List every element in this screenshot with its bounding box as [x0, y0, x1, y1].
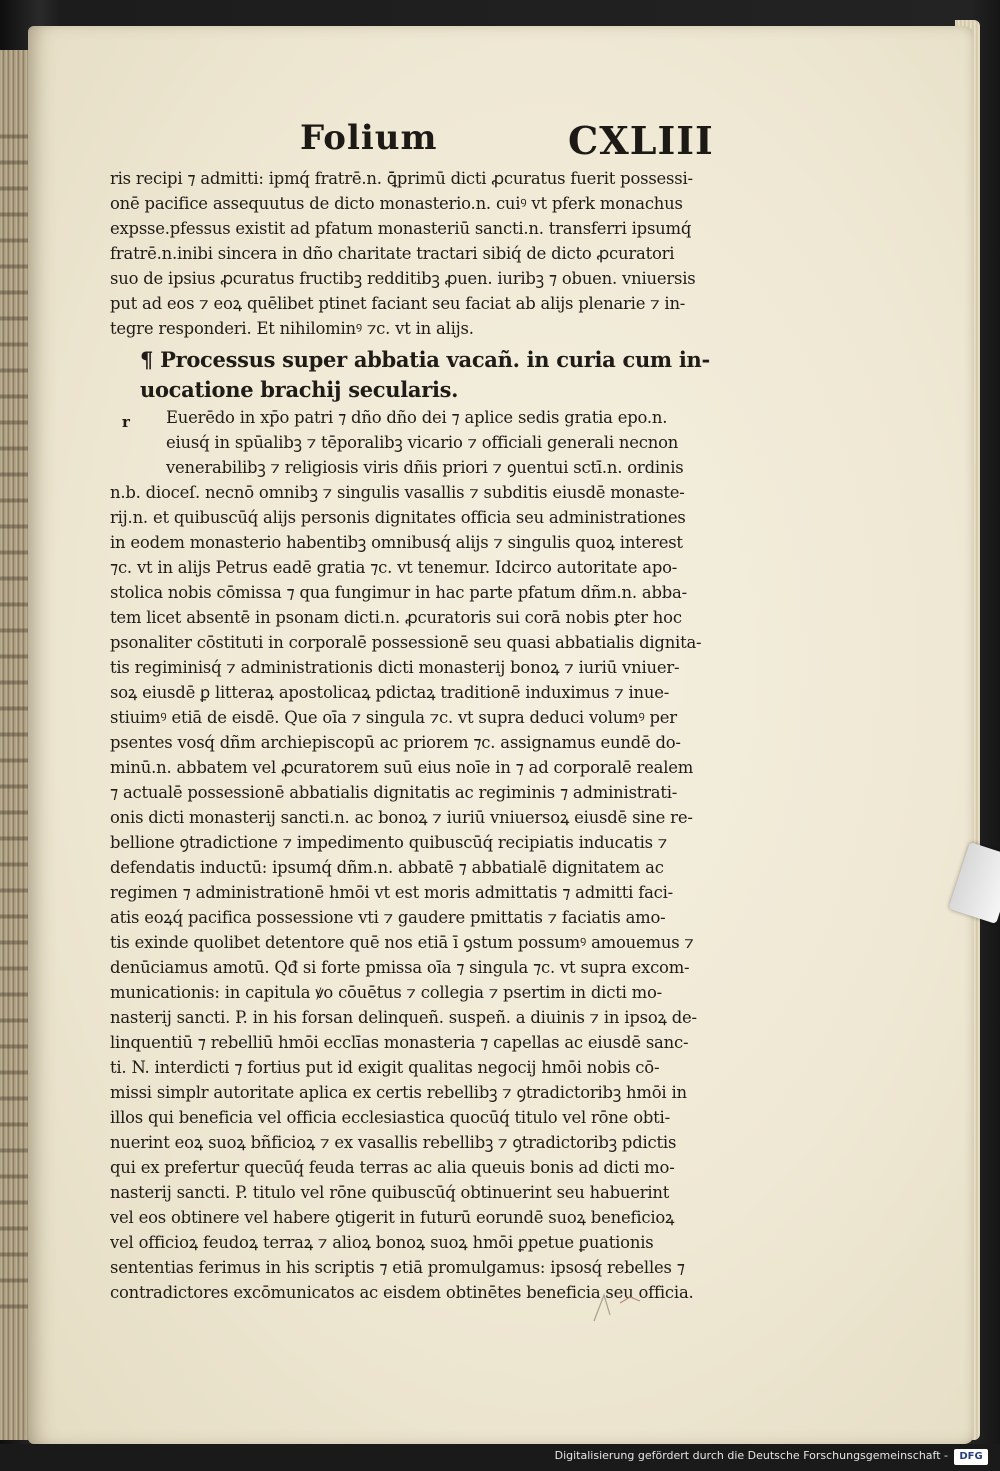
text-line: nasterij sancti. P. titulo vel rōne quibuscūq́ obtinuerint seu habuerint — [110, 1183, 670, 1202]
text-line: stiuimꝰ etiā de eisdē. Que oīa ⁊ singula ⁊c. vt supra deduci volumꝰ per — [110, 708, 677, 727]
text-line: rij.n. et quibuscūq́ alijs personis dignitates officia seu administrationes — [110, 508, 686, 527]
text-line: suo de ipsius ꝓcuratus fructibꝫ redditibꝫ ꝓuen. iuribꝫ ⁊ obuen. vniuersis — [110, 269, 696, 288]
footer-credit-text: Digitalisierung gefördert durch die Deutsche Forschungsgemeinschaft - — [554, 1449, 948, 1462]
text-line: regimen ⁊ administrationē hmōi vt est moris admittatis ⁊ admitti faci- — [110, 883, 674, 902]
text-line: bellione ꝯtradictione ⁊ impedimento quibuscūq́ recipiatis inducatis ⁊ — [110, 833, 668, 852]
text-line: onē pacifice assequutus de dicto monasterio.n. cuiꝰ vt pferk monachus — [110, 194, 683, 213]
paragraph-1 — [110, 166, 765, 341]
pencil-mark — [590, 1285, 650, 1325]
text-line: psentes vosq́ dñm archiepiscopū ac priorem ⁊c. assignamus eundē do- — [110, 733, 681, 752]
folio-header — [300, 118, 720, 168]
text-line: missi simplr autoritate aplica ex certis rebellibꝫ ⁊ ꝯtradictoribꝫ hmōi in — [110, 1083, 687, 1102]
text-line: ris recipi ⁊ admitti: ipmq́ fratrē.n. ꝗ̄primū dicti ꝓcuratus fuerit possessi- — [110, 169, 693, 188]
text-line: illos qui beneficia vel officia ecclesiastica quocūq́ titulo vel rōne obti- — [110, 1108, 670, 1127]
text-line: denūciamus amotū. Qđ si forte pmissa oīa ⁊ singula ⁊c. vt supra excom- — [110, 958, 690, 977]
text-line: tis exinde quolibet detentore quē nos etiā ī ꝯstum possumꝰ amouemus ⁊ — [110, 933, 694, 952]
dfg-logo: DFG — [954, 1449, 988, 1465]
text-line: nuerint eoꝝ suoꝝ bñficioꝝ ⁊ ex vasallis rebellibꝫ ⁊ ꝯtradictoribꝫ pdictis — [110, 1133, 677, 1152]
text-line: tegre responderi. Et nihilominꝰ ⁊c. vt in alijs. — [110, 319, 474, 338]
text-line: tis regiminisq́ ⁊ administrationis dicti monasterij bonoꝝ ⁊ iuriū vniuer- — [110, 658, 680, 677]
text-line: linquentiū ⁊ rebelliū hmōi ecclīas monasteria ⁊ capellas ac eiusdē sanc- — [110, 1033, 689, 1052]
text-line: minū.n. abbatem vel ꝓcuratorem suū eius noīe in ⁊ ad corporalē realem — [110, 758, 694, 777]
text-line: sententias ferimus in his scriptis ⁊ etiā promulgamus: ipsosq́ rebelles ⁊ — [110, 1258, 685, 1277]
initial-guide-letter: r — [122, 413, 130, 431]
text-line: eiusq́ in spūalibꝫ ⁊ tēporalibꝫ vicario ⁊ officiali generali necnon — [166, 433, 679, 452]
text-line: venerabilibꝫ ⁊ religiosis viris dñis priori ⁊ ꝯuentui sctī.n. ordinis — [166, 458, 684, 477]
text-line: municationis: in capitula ꝟo cōuētus ⁊ collegia ⁊ psertim in dicti mo- — [110, 983, 662, 1002]
text-line: vel officioꝝ feudoꝝ terraꝝ ⁊ alioꝝ bonoꝝ suoꝝ hmōi ꝑpetue ꝑuationis — [110, 1233, 654, 1252]
text-line: atis eoꝝq́ pacifica possessione vti ⁊ gaudere pmittatis ⁊ faciatis amo- — [110, 908, 666, 927]
text-line: stolica nobis cōmissa ⁊ qua fungimur in hac parte pfatum dñm.n. abba- — [110, 583, 687, 602]
folio-number: CXLIII — [568, 118, 714, 163]
text-line: ⁊ actualē possessionē abbatialis dignitatis ac regiminis ⁊ administrati- — [110, 783, 678, 802]
text-line: psonaliter cōstituti in corporalē possessionē seu quasi abbatialis dignita- — [110, 633, 702, 652]
text-line: tem licet absentē in psonam dicti.n. ꝓcuratoris sui corā nobis ꝑter hoc — [110, 608, 682, 627]
text-line: ⁊c. vt in alijs Petrus eadē gratia ⁊c. vt tenemur. Idcirco autoritate apo- — [110, 558, 678, 577]
text-line: Euerēdo in xp̄o patri ⁊ dño dño dei ⁊ aplice sedis gratia epo.n. — [166, 408, 668, 427]
folio-label: Folium — [300, 118, 438, 158]
text-line: nasterij sancti. P. in his forsan delinqueñ. suspeñ. a diuinis ⁊ in ipsoꝝ de- — [110, 1008, 697, 1027]
text-line: contradictores excōmunicatos ac eisdem obtinētes beneficia seu officia. — [110, 1283, 694, 1302]
text-line: defendatis inductū: ipsumq́ dñm.n. abbatē ⁊ abbatialē dignitatem ac — [110, 858, 664, 877]
section-heading-line: ¶ Processus super abbatia vacañ. in curia cum in- — [140, 347, 710, 372]
text-line: ti. N. interdicti ⁊ fortius put id exigit qualitas negocij hmōi nobis cō- — [110, 1058, 660, 1077]
text-line: expsse.pfessus existit ad pfatum monasteriū sancti.n. transferri ipsumq́ — [110, 219, 692, 238]
section-heading-line: uocatione brachij secularis. — [140, 377, 459, 402]
text-line: n.b. dioceſ. necnō omnibꝫ ⁊ singulis vasallis ⁊ subditis eiusdē monaste- — [110, 483, 685, 502]
text-block — [110, 166, 765, 1305]
text-line: in eodem monasterio habentibꝫ omnibusq́ alijs ⁊ singulis quoꝝ interest — [110, 533, 683, 552]
paragraph-2 — [110, 405, 765, 1305]
footer-bar — [0, 1444, 1000, 1471]
text-line: soꝝ eiusdē ꝑ litteraꝝ apostolicaꝝ pdictaꝝ traditionē induximus ⁊ inue- — [110, 683, 670, 702]
text-line: qui ex prefertur quecūq́ feuda terras ac alia queuis bonis ad dicti mo- — [110, 1158, 675, 1177]
text-line: fratrē.n.inibi sincera in dño charitate tractari sibiq́ de dicto ꝓcuratori — [110, 244, 675, 263]
section-heading — [110, 345, 765, 405]
text-line: onis dicti monasterij sancti.n. ac bonoꝝ ⁊ iuriū vniuersoꝝ eiusdē sine re- — [110, 808, 693, 827]
text-line: put ad eos ⁊ eoꝝ quēlibet ptinet faciant seu faciat ab alijs plenarie ⁊ in- — [110, 294, 686, 313]
text-line: vel eos obtinere vel habere ꝯtigerit in futurū eorundē suoꝝ beneficioꝝ — [110, 1208, 675, 1227]
